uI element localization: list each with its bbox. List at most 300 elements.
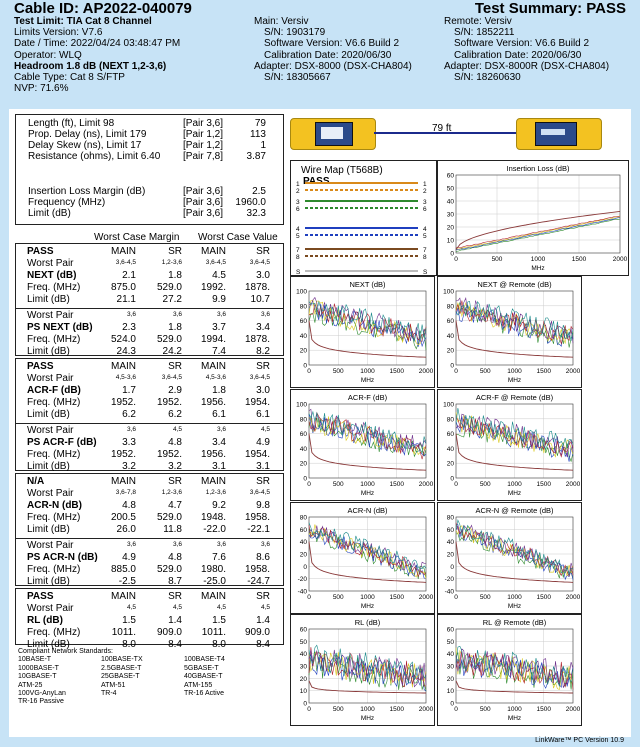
- summary-label: Prop. Delay (ns), Limit 179: [28, 129, 147, 140]
- column-header: SR: [168, 476, 182, 487]
- wire-pin-label: 3: [423, 199, 427, 206]
- y-tick-label: -40: [297, 588, 307, 596]
- remote-adapter: Adapter: DSX-8000R (DSX-CHA804): [444, 60, 610, 72]
- row-value: 3.1: [256, 461, 270, 472]
- y-tick-label: 100: [443, 288, 454, 296]
- row-value: 3,6: [216, 541, 226, 548]
- header-left: [14, 16, 180, 94]
- y-tick-label: 30: [446, 211, 454, 219]
- chart-title: ACR-N @ Remote (dB): [475, 506, 554, 515]
- row-value: 4,5: [260, 426, 270, 433]
- y-tick-label: 20: [299, 460, 307, 468]
- row-value: 24.2: [162, 346, 182, 357]
- row-value: 3.0: [256, 385, 270, 396]
- y-tick-label: 20: [446, 460, 454, 468]
- remote-adapter-sn: S/N: 18260630: [454, 72, 521, 84]
- row-value: 529.0: [156, 282, 182, 293]
- summary-label: Insertion Loss Margin (dB): [28, 186, 146, 197]
- row-value: 1,2-3,6: [205, 489, 226, 496]
- row-value: 1.8: [212, 385, 226, 396]
- x-tick-label: 2000: [565, 481, 581, 488]
- x-tick-label: 1500: [536, 594, 551, 601]
- main-adapter-sn: S/N: 18305667: [264, 72, 331, 84]
- summary-label: Frequency (MHz): [28, 197, 106, 208]
- row-value: 9.8: [256, 500, 270, 511]
- chart-panel: [290, 389, 435, 501]
- y-tick-label: 60: [299, 526, 307, 534]
- row-value: 8.0: [212, 639, 226, 650]
- header-remote: [444, 16, 609, 83]
- row-value: -2.5: [118, 576, 136, 587]
- y-tick-label: 40: [446, 445, 454, 453]
- x-tick-label: 1500: [389, 481, 404, 488]
- y-tick-label: 0: [303, 362, 307, 370]
- y-tick-label: 60: [446, 526, 454, 534]
- chart-title: RL (dB): [354, 618, 381, 627]
- y-tick-label: 10: [299, 688, 307, 696]
- standard-item: ATM-51: [101, 681, 126, 689]
- row-value: 885.0: [110, 564, 136, 575]
- y-tick-label: 20: [299, 675, 307, 683]
- row-value: 6.2: [168, 409, 182, 420]
- y-tick-label: 20: [446, 551, 454, 559]
- row-value: 875.0: [110, 282, 136, 293]
- row-value: 3.2: [122, 461, 136, 472]
- chart-panel: [437, 160, 629, 276]
- row-value: 26.0: [116, 524, 136, 535]
- test-summary: Test Summary: PASS: [474, 0, 626, 17]
- y-tick-label: 10: [446, 688, 454, 696]
- x-tick-label: 1500: [389, 594, 404, 601]
- x-tick-label: 2000: [418, 594, 434, 601]
- row-value: -25.0: [203, 576, 226, 587]
- x-tick-label: 1500: [389, 706, 404, 713]
- y-tick-label: 100: [296, 401, 307, 409]
- x-tick-label: 0: [454, 256, 458, 263]
- row-value: 909.0: [244, 627, 270, 638]
- x-tick-label: 500: [332, 706, 344, 713]
- y-tick-label: 0: [303, 563, 307, 571]
- x-tick-label: 1000: [507, 368, 522, 375]
- y-tick-label: 60: [446, 626, 454, 634]
- wiremap-status: PASS: [303, 176, 330, 187]
- x-tick-label: 1500: [536, 481, 551, 488]
- row-label: NEXT (dB): [27, 270, 77, 281]
- wire-pin-label: 7: [423, 247, 427, 254]
- row-value: 4.8: [168, 437, 182, 448]
- row-value: 11.8: [163, 524, 182, 535]
- table-status: PASS: [27, 246, 54, 257]
- row-value: 3,6-4,5: [249, 374, 270, 381]
- x-tick-label: 1000: [530, 256, 546, 263]
- wire-pin-label: 3: [296, 199, 300, 206]
- row-value: 1,2-3,6: [161, 489, 182, 496]
- row-label: ACR-N (dB): [27, 500, 82, 511]
- column-header: MAIN: [111, 591, 136, 602]
- row-value: 24.3: [116, 346, 136, 357]
- row-value: 6.1: [256, 409, 270, 420]
- y-tick-label: 40: [446, 198, 454, 206]
- x-axis-label: MHz: [360, 377, 375, 384]
- remote-calibration: Calibration Date: 2020/06/30: [454, 49, 582, 61]
- summary-label: Resistance (ohms), Limit 6.40: [28, 151, 161, 162]
- cable-id: Cable ID: AP2022-040079: [14, 0, 192, 17]
- chart-panel: [437, 614, 582, 726]
- row-label: Limit (dB): [27, 461, 70, 472]
- row-value: 3.3: [122, 437, 136, 448]
- y-tick-label: 80: [299, 303, 307, 311]
- headroom: Headroom 1.8 dB (NEXT 1,2-3,6): [14, 60, 167, 72]
- x-tick-label: 1000: [507, 594, 522, 601]
- row-value: 1011.: [111, 627, 136, 638]
- row-value: 2.3: [122, 322, 136, 333]
- standards-row: [18, 673, 267, 681]
- row-value: 4,5: [172, 604, 182, 611]
- header-main: [254, 16, 412, 83]
- column-header: MAIN: [201, 246, 226, 257]
- row-value: 7.4: [212, 346, 226, 357]
- wire-pin-label: 1: [296, 181, 300, 188]
- row-label: Freq. (MHz): [27, 512, 81, 523]
- summary-value: 113: [250, 129, 266, 140]
- x-tick-label: 1000: [360, 368, 375, 375]
- row-value: 8.0: [122, 639, 136, 650]
- row-value: 3,6: [260, 311, 270, 318]
- row-value: 3.2: [168, 461, 182, 472]
- column-header: MAIN: [201, 591, 226, 602]
- limits-version: Limits Version: V7.6: [14, 27, 103, 39]
- y-tick-label: 60: [446, 318, 454, 326]
- x-tick-label: 0: [307, 481, 311, 488]
- row-label: Freq. (MHz): [27, 334, 81, 345]
- row-value: 4,5: [172, 426, 182, 433]
- row-value: 8.2: [256, 346, 270, 357]
- standard-item: TR-16 Passive: [18, 698, 64, 706]
- wire-pin-label: 5: [296, 233, 300, 240]
- row-value: 1878.: [244, 334, 270, 345]
- x-tick-label: 1000: [507, 706, 522, 713]
- main-adapter: Adapter: DSX-8000 (DSX-CHA804): [254, 60, 412, 72]
- wire-pin-label: 8: [296, 254, 300, 261]
- x-tick-label: 500: [491, 256, 503, 263]
- standard-item: 100BASE-T4: [184, 656, 225, 664]
- y-tick-label: 40: [446, 332, 454, 340]
- row-label: Freq. (MHz): [27, 627, 81, 638]
- y-tick-label: 30: [299, 663, 307, 671]
- row-label: Worst Pair: [27, 603, 74, 614]
- wire-pin-label: 4: [423, 226, 427, 233]
- y-tick-label: 60: [299, 431, 307, 439]
- main-calibration: Calibration Date: 2020/06/30: [264, 49, 392, 61]
- chart-title: ACR-F @ Remote (dB): [475, 393, 554, 402]
- length-display: 79 ft: [432, 123, 452, 134]
- y-tick-label: 40: [446, 651, 454, 659]
- row-value: 4.7: [168, 500, 182, 511]
- row-label: Limit (dB): [27, 346, 70, 357]
- row-value: 1958.: [244, 512, 270, 523]
- row-value: 3,6-4,5: [115, 259, 136, 266]
- summary-value: 3.87: [246, 151, 266, 162]
- chart-svg: [291, 277, 434, 387]
- wire-pin-label: 6: [296, 206, 300, 213]
- y-tick-label: 20: [446, 224, 454, 232]
- standard-item: 100BASE-TX: [101, 656, 143, 664]
- row-value: 1878.: [244, 282, 270, 293]
- wire-pin-label: 2: [296, 188, 300, 195]
- x-tick-label: 0: [454, 368, 458, 375]
- x-axis-label: MHz: [360, 490, 375, 497]
- chart-svg: [438, 161, 628, 275]
- row-value: 1011.: [201, 627, 226, 638]
- x-tick-label: 500: [332, 594, 344, 601]
- wire-pin-label: 2: [423, 188, 427, 195]
- row-label: Freq. (MHz): [27, 397, 81, 408]
- y-tick-label: 0: [303, 475, 307, 483]
- row-value: 27.2: [162, 294, 182, 305]
- x-tick-label: 0: [307, 706, 311, 713]
- column-header: SR: [168, 361, 182, 372]
- summary-pair: [Pair 1,2]: [183, 129, 224, 140]
- row-value: 1952.: [110, 449, 136, 460]
- x-tick-label: 500: [332, 481, 344, 488]
- standards-row: [18, 698, 267, 706]
- x-tick-label: 1500: [536, 368, 551, 375]
- cable-type: Cable Type: Cat 8 S/FTP: [14, 72, 125, 84]
- row-value: 1.4: [168, 615, 182, 626]
- y-tick-label: 40: [299, 539, 307, 547]
- row-value: 1954.: [244, 397, 270, 408]
- row-label: PS NEXT (dB): [27, 322, 93, 333]
- footer-version: LinkWare™ PC Version 10.9: [535, 737, 624, 744]
- y-tick-label: 50: [446, 638, 454, 646]
- y-tick-label: 0: [450, 563, 454, 571]
- row-value: 2.9: [168, 385, 182, 396]
- y-tick-label: 0: [450, 475, 454, 483]
- wire-pin-label: 1: [423, 181, 427, 188]
- row-value: 3,6-4,5: [249, 259, 270, 266]
- column-header: MAIN: [111, 246, 136, 257]
- wire-pin-label: 5: [423, 233, 427, 240]
- wiremap-panel: [290, 160, 437, 276]
- standards-block: [18, 648, 267, 707]
- row-value: 6.1: [212, 409, 226, 420]
- wiremap-title: Wire Map (T568B): [301, 165, 383, 176]
- summary-value: 1: [260, 140, 266, 151]
- row-value: 4.9: [122, 552, 136, 563]
- standard-item: ATM-155: [184, 681, 213, 689]
- row-value: 8.4: [256, 639, 270, 650]
- y-tick-label: 10: [446, 237, 454, 245]
- row-value: 4.9: [256, 437, 270, 448]
- row-value: 4.5: [212, 270, 226, 281]
- x-axis-label: MHz: [507, 490, 522, 497]
- row-value: 6.2: [122, 409, 136, 420]
- test-limit: Test Limit: TIA Cat 8 Channel: [14, 16, 152, 27]
- main-sn: S/N: 1903179: [264, 27, 326, 39]
- standards-row: [18, 665, 267, 673]
- row-value: 9.2: [212, 500, 226, 511]
- row-value: 3,6-7,8: [115, 489, 136, 496]
- row-value: 3,6: [126, 426, 136, 433]
- summary-pair: [Pair 3,6]: [183, 208, 224, 219]
- wire-pin-label: S: [296, 269, 301, 275]
- row-value: 3.4: [256, 322, 270, 333]
- row-value: 529.0: [156, 512, 182, 523]
- section-divider: [16, 538, 283, 539]
- row-value: 1992.: [200, 282, 226, 293]
- row-label: Limit (dB): [27, 639, 70, 650]
- main-tester-icon: [290, 118, 376, 150]
- row-value: -22.1: [247, 524, 270, 535]
- wire-pin-label: 4: [296, 226, 300, 233]
- column-header: MAIN: [201, 361, 226, 372]
- row-value: 1.4: [256, 615, 270, 626]
- row-value: 4,5: [260, 604, 270, 611]
- x-tick-label: 2000: [418, 368, 434, 375]
- row-value: 3.0: [256, 270, 270, 281]
- row-value: 1952.: [156, 449, 182, 460]
- wire-pin-label: 8: [423, 254, 427, 261]
- row-value: 1954.: [244, 449, 270, 460]
- y-tick-label: -20: [444, 576, 454, 584]
- standard-item: 2.5GBASE-T: [101, 664, 142, 672]
- row-value: 1994.: [200, 334, 226, 345]
- row-value: 8.4: [168, 639, 182, 650]
- row-label: Worst Pair: [27, 540, 74, 551]
- y-tick-label: 40: [299, 651, 307, 659]
- chart-panel: [437, 389, 582, 501]
- table-status: N/A: [27, 476, 45, 487]
- chart-svg: [291, 390, 434, 500]
- row-value: 4.8: [122, 500, 136, 511]
- summary-value: 2.5: [252, 186, 266, 197]
- summary-label: Limit (dB): [28, 208, 71, 219]
- x-tick-label: 0: [454, 481, 458, 488]
- chart-title: NEXT (dB): [349, 280, 386, 289]
- row-value: 1956.: [200, 449, 226, 460]
- standard-item: 10BASE-T: [18, 656, 52, 664]
- y-tick-label: 80: [299, 416, 307, 424]
- row-value: 1956.: [200, 397, 226, 408]
- row-value: 9.9: [212, 294, 226, 305]
- x-tick-label: 500: [479, 481, 491, 488]
- x-axis-label: MHz: [360, 603, 375, 610]
- y-tick-label: 30: [446, 663, 454, 671]
- y-tick-label: 80: [446, 416, 454, 424]
- chart-title: NEXT @ Remote (dB): [477, 280, 552, 289]
- row-value: 3,6-4,5: [161, 374, 182, 381]
- chart-title: RL @ Remote (dB): [482, 618, 547, 627]
- summary-value: 1960.0: [235, 197, 266, 208]
- row-value: 1980.: [200, 564, 226, 575]
- row-label: ACR-F (dB): [27, 385, 81, 396]
- x-tick-label: 500: [332, 368, 344, 375]
- wire-pin-label: 7: [296, 247, 300, 254]
- row-label: Worst Pair: [27, 488, 74, 499]
- y-tick-label: 50: [446, 185, 454, 193]
- x-tick-label: 0: [307, 368, 311, 375]
- row-value: 529.0: [156, 334, 182, 345]
- chart-svg: [438, 615, 581, 725]
- section-divider: [16, 423, 283, 424]
- x-tick-label: 500: [479, 706, 491, 713]
- x-axis-label: MHz: [507, 377, 522, 384]
- x-tick-label: 2000: [418, 706, 434, 713]
- row-value: 3,6: [216, 426, 226, 433]
- row-value: 3,6: [126, 311, 136, 318]
- row-value: -22.0: [203, 524, 226, 535]
- x-tick-label: 2000: [565, 368, 581, 375]
- row-value: -24.7: [247, 576, 270, 587]
- y-tick-label: 100: [296, 288, 307, 296]
- y-tick-label: 80: [299, 514, 307, 522]
- chart-title: ACR-N (dB): [347, 506, 388, 515]
- x-tick-label: 2000: [612, 256, 628, 263]
- standard-item: 1000BASE-T: [18, 664, 59, 672]
- y-tick-label: 0: [450, 700, 454, 708]
- row-value: 1.5: [122, 615, 136, 626]
- chart-svg: [438, 503, 581, 613]
- remote-tester-icon: [516, 118, 602, 150]
- y-tick-label: 60: [299, 626, 307, 634]
- x-tick-label: 1500: [389, 368, 404, 375]
- summary-label: Delay Skew (ns), Limit 17: [28, 140, 142, 151]
- y-tick-label: 20: [299, 551, 307, 559]
- row-value: 1948.: [200, 512, 226, 523]
- y-tick-label: 20: [446, 675, 454, 683]
- column-header: MAIN: [111, 476, 136, 487]
- row-label: Freq. (MHz): [27, 564, 81, 575]
- row-value: 3,6: [172, 541, 182, 548]
- chart-svg: [438, 277, 581, 387]
- x-axis-label: MHz: [360, 715, 375, 722]
- row-label: Limit (dB): [27, 524, 70, 535]
- summary-value: 32.3: [246, 208, 266, 219]
- standard-item: TR-16 Active: [184, 690, 225, 698]
- y-tick-label: 80: [446, 303, 454, 311]
- column-header: SR: [256, 361, 270, 372]
- row-value: 1.8: [168, 322, 182, 333]
- column-header: SR: [168, 591, 182, 602]
- nvp: NVP: 71.6%: [14, 83, 69, 95]
- chart-svg: [438, 390, 581, 500]
- wiremap-diagram: [291, 161, 436, 275]
- row-label: PS ACR-N (dB): [27, 552, 98, 563]
- y-tick-label: 80: [446, 514, 454, 522]
- chart-svg: [291, 503, 434, 613]
- header-worst-value: Worst Case Value: [198, 232, 278, 243]
- y-tick-label: 60: [446, 431, 454, 439]
- x-tick-label: 1000: [360, 706, 375, 713]
- section-divider: [16, 308, 283, 309]
- row-value: 4,5: [126, 604, 136, 611]
- row-label: RL (dB): [27, 615, 63, 626]
- row-value: 3,6: [126, 541, 136, 548]
- y-tick-label: -20: [297, 576, 307, 584]
- y-tick-label: 40: [446, 539, 454, 547]
- row-value: 3,6-4,5: [205, 259, 226, 266]
- y-tick-label: 60: [446, 172, 454, 180]
- row-value: 4,5: [216, 604, 226, 611]
- wire-pin-label: 6: [423, 206, 427, 213]
- row-label: PS ACR-F (dB): [27, 437, 97, 448]
- y-tick-label: 0: [303, 700, 307, 708]
- row-label: Freq. (MHz): [27, 449, 81, 460]
- x-tick-label: 0: [454, 706, 458, 713]
- x-tick-label: 500: [479, 594, 491, 601]
- chart-panel: [290, 502, 435, 614]
- operator: Operator: WLQ: [14, 49, 82, 61]
